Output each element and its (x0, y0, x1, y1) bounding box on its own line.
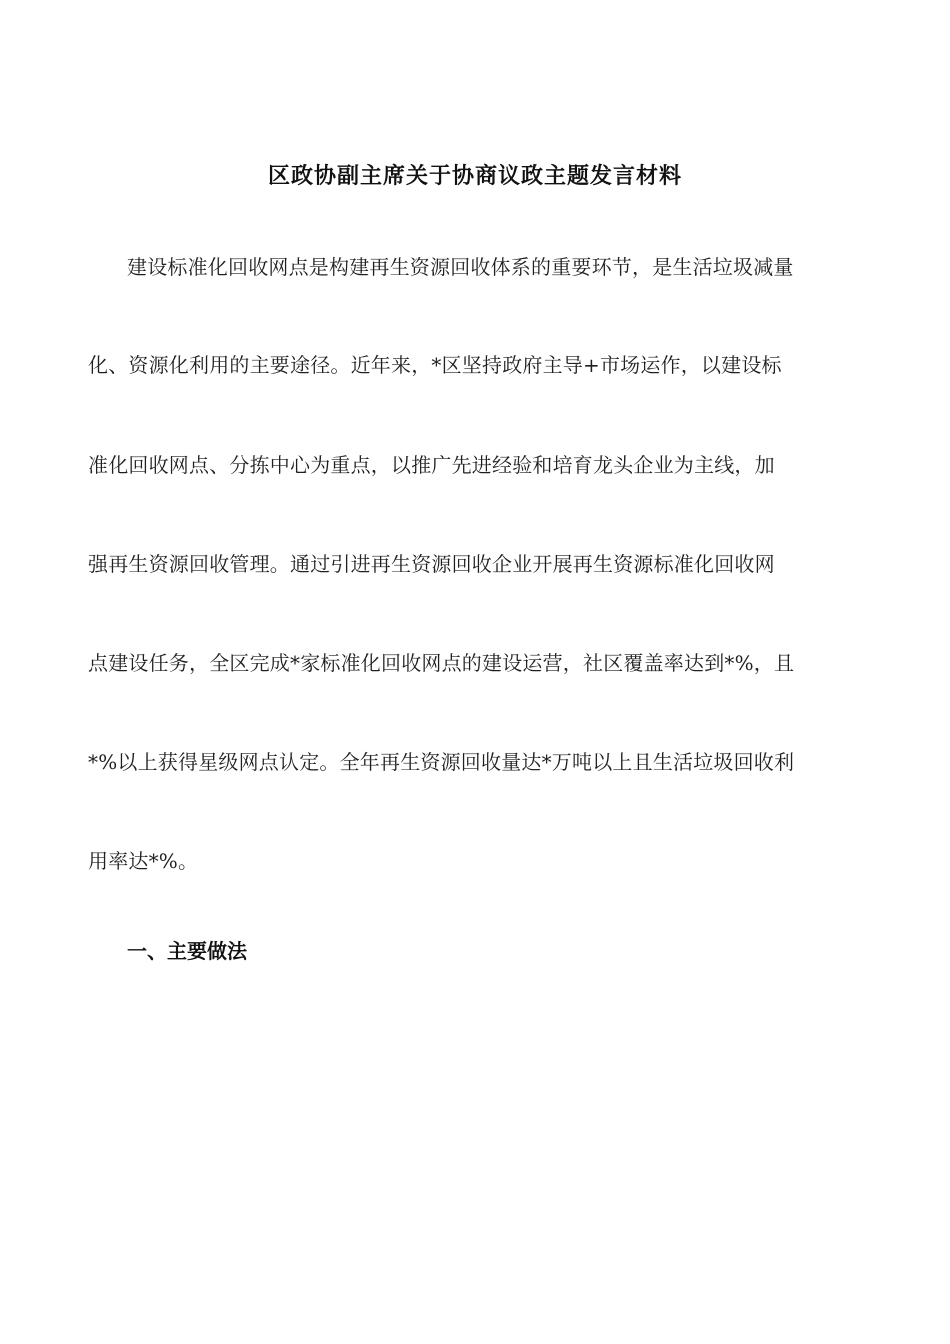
paragraph-line: *%以上获得星级网点认定。全年再生资源回收量达*万吨以上且生活垃圾回收利 (88, 750, 795, 774)
section-heading: 一、主要做法 (127, 939, 247, 963)
paragraph-line: 化、资源化利用的主要途径。近年来，*区坚持政府主导+市场运作，以建设标 (88, 353, 782, 377)
paragraph-line: 准化回收网点、分拣中心为重点，以推广先进经验和培育龙头企业为主线，加 (88, 453, 775, 477)
paragraph-line: 点建设任务，全区完成*家标准化回收网点的建设运营，社区覆盖率达到*%，且 (88, 651, 795, 675)
paragraph-line: 建设标准化回收网点是构建再生资源回收体系的重要环节，是生活垃圾减量 (127, 255, 794, 279)
document-title: 区政协副主席关于协商议政主题发言材料 (267, 163, 682, 189)
paragraph-line: 强再生资源回收管理。通过引进再生资源回收企业开展再生资源标准化回收网 (88, 552, 775, 576)
paragraph-line: 用率达*%。 (88, 849, 199, 873)
